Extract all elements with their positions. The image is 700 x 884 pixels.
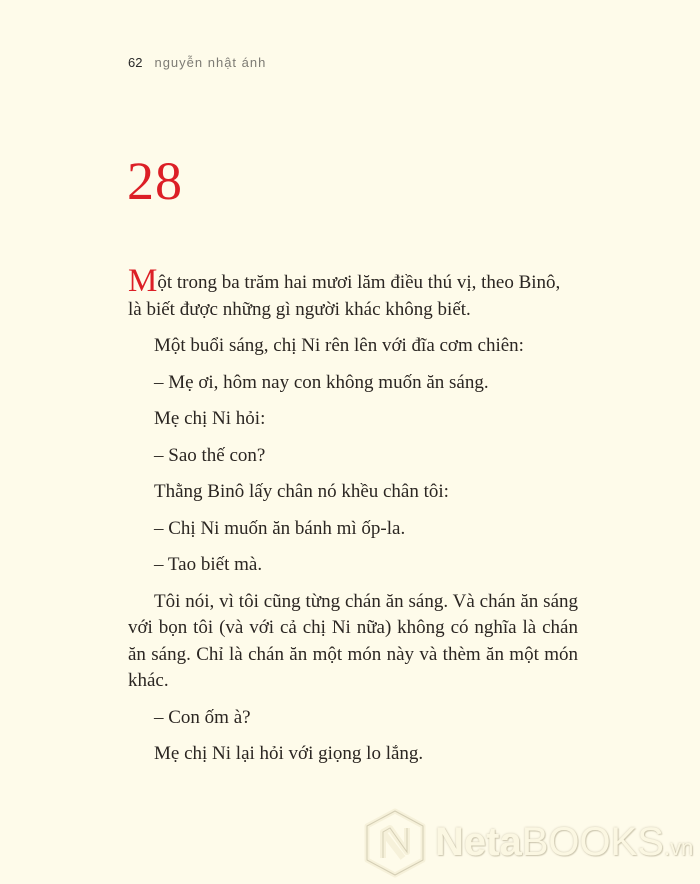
paragraph-2: Một buổi sáng, chị Ni rên lên với đĩa cơm chiên:	[154, 335, 524, 356]
paragraph-11: Mẹ chị Ni lại hỏi với giọng lo lắng.	[154, 743, 424, 764]
paragraph-5: – Sao thế con?	[154, 444, 266, 466]
watermark-tld: .vn	[663, 835, 694, 860]
watermark-brand-light: BOOKS	[521, 820, 664, 864]
watermark-text	[435, 820, 693, 870]
paragraph-9: Tôi nói, vì tôi cũng từng chán ăn sáng. Và chán ăn sáng với bọn tôi (và với cả chị Ni nữa) không có nghĩa là chán ăn sáng. Chỉ là chán ăn một món này và thèm ăn một món khác.	[128, 590, 578, 691]
netabooks-hexagon-logo-icon	[363, 808, 427, 878]
drop-cap: M	[128, 263, 158, 299]
paragraph-1-line-2: là biết được những gì người khác không biết.	[128, 298, 471, 320]
page-number: 62	[128, 55, 143, 70]
paragraph-7: – Chị Ni muốn ăn bánh mì ốp-la.	[154, 517, 406, 539]
body-text	[128, 263, 578, 778]
netabooks-watermark	[363, 808, 693, 878]
paragraph-6: Thằng Binô lấy chân nó khều chân tôi:	[154, 481, 449, 502]
paragraph-4: Mẹ chị Ni hỏi:	[154, 408, 266, 429]
watermark-brand-bold: Neta	[435, 820, 522, 864]
paragraph-3: – Mẹ ơi, hôm nay con không muốn ăn sáng.	[154, 371, 489, 393]
running-head	[128, 55, 266, 70]
paragraph-10: – Con ốm à?	[154, 706, 251, 728]
chapter-number: 28	[127, 151, 183, 211]
paragraph-1	[128, 263, 578, 323]
author-name: nguyễn nhật ánh	[154, 55, 267, 70]
paragraph-8: – Tao biết mà.	[154, 554, 263, 575]
paragraph-1-line-1: ột trong ba trăm hai mươi lăm điều thú vị, theo Binô,	[157, 272, 561, 293]
